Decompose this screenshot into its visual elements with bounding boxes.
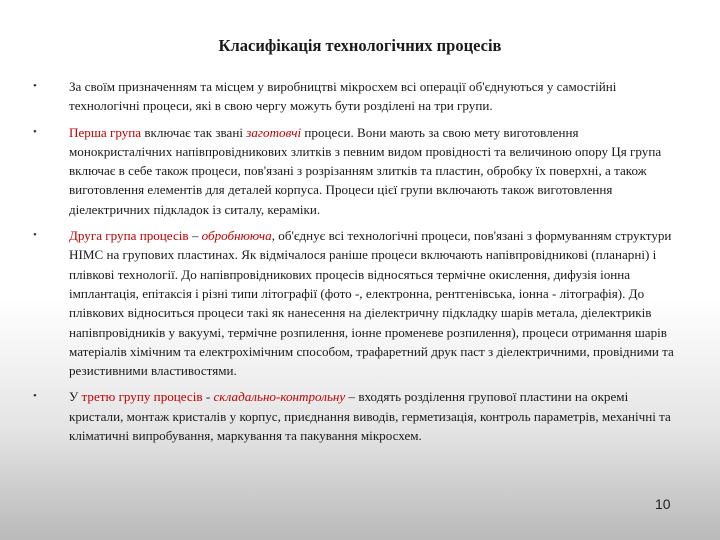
bullet-icon: • [33,80,37,92]
group-term: третю групу процесів [81,389,203,405]
page-number: 10 [655,496,671,512]
bullet-list [33,77,681,452]
group-kind: заготовчі [246,124,302,140]
item-dash: – [188,228,202,244]
slide-title: Класифікація технологічних процесів [218,36,502,55]
list-item [33,226,681,380]
group-kind: обробнююча [201,228,272,244]
group-term: Друга група процесів [69,228,189,244]
list-item [33,387,681,445]
bullet-icon: • [33,229,37,242]
item-dash: - [202,389,214,405]
item-text: включає так звані [141,124,247,140]
group-kind: складально-контрольну [213,389,346,405]
item-text: За своїм призначенням та місцем у виробництві мікросхем всі операції об'єднуються у самостійні технологічні процеси, які в свою чергу можуть бути розділені на три групи. [69,79,617,114]
item-text: процеси. Вони мають за свою мету виготовлення монокристалічних напівпровідникових злитків з певним видом провідності та величиною опору Ця група включає в себе також процеси, пов'язані з розрізанням злитків та пластин, обробку їх поверхні, а також виготовлення елементів для деталей корпуса. Процеси цієї групи включають також виготовлення діелектричних підкладок із ситалу, кераміки. [69,124,662,217]
bullet-icon: • [33,390,37,403]
bullet-icon: • [33,125,37,138]
item-text: – входять розділення групової пластини на окремі кристали, монтаж кристалів у корпус, приєднання виводів, герметизація, контроль параметрів, механічні та кліматичні випробування, маркування та пакування мікросхем. [69,389,671,444]
item-lead: У [69,389,82,405]
group-term: Перша група [69,124,142,140]
item-text: , об'єднує всі технологічні процеси, пов'язані з формуванням структури НІМС на групових пластинах. Як відмічалося раніше процеси включають напівпровідникові (планарні) і плівкові технології. До напівпровідникових процесів відносяться термічне окислення, дифузія іонна імплантація, епітаксія і різні типи літографії (фото -, електронна, рентгенівська, іонна - літографія). До плівкових відноситься процеси такі як нанесення на діелектричну підкладку шарів метала, діелектриків напівпровідників у вакуумі, термічне розпилення, іонне променеве розпилення), процеси отримання шарів матеріалів хімічним та електрохімічним способом, трафаретний друк паст з діелектричними, провідними та резистивними властивостями. [69,228,674,379]
list-item [33,77,681,116]
list-item [33,123,681,219]
